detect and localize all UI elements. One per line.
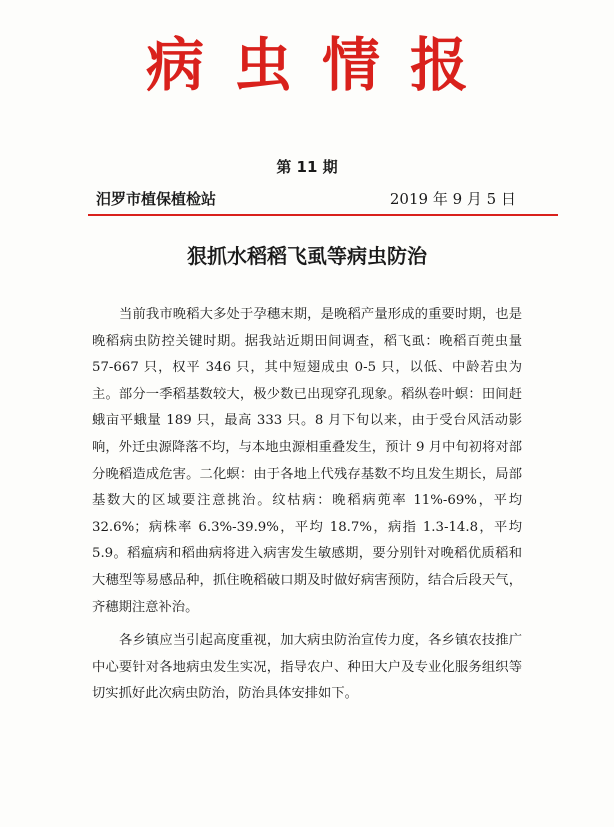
issue-number: 第 11 期 [276, 158, 338, 176]
article-body [92, 302, 522, 708]
issue-date: 2019 年 9 月 5 日 [389, 190, 516, 208]
issuer-name: 汨罗市植保植检站 [96, 190, 217, 208]
masthead-title: 病虫情报 [145, 31, 498, 99]
red-divider [88, 214, 558, 216]
paragraph-2: 各乡镇应当引起高度重视，加大病虫防治宣传力度，各乡镇农技推广中心要针对各地病虫发生实况，指导农户、种田大户及专业化服务组织等切实抓好此次病虫防治，防治具体安排如下。 [92, 633, 522, 702]
paragraph-1: 当前我市晚稻大多处于孕穗末期，是晚稻产量形成的重要时期，也是晚稻病虫防控关键时期。据我站近期田间调查，稻飞虱：晚稻百蔸虫量 57-667 只，权平 346 只，其中短翅成虫 0-5 只，以低、中龄若虫为主。部分一季稻基数较大，极少数已出现穿孔现象。稻纵卷叶螟：田间赶蛾亩平蛾量 189 只，最高 333 只。8 月下旬以来，由于受台风活动影响，外迁虫源降落不均，与本地虫源相重叠发生，预计 9 月中旬初将对部分晚稻造成危害。二化螟：由于各地上代残存基数不均且发生期长，局部基数大的区域要注意挑治。纹枯病：晚稻病蔸率 11%-69%，平均 32.6%；病株率 6.3%-39.9%，平均 18.7%，病指 1.3-14.8，平均 5.9。稻瘟病和稻曲病将进入病害发生敏感期，要分别针对晚稻优质稻和大穗型等易感品种，抓住晚稻破口期及时做好病害预防，结合后段天气，齐穗期注意补治。 [92, 307, 522, 615]
article-title: 狠抓水稻稻飞虱等病虫防治 [187, 244, 427, 268]
